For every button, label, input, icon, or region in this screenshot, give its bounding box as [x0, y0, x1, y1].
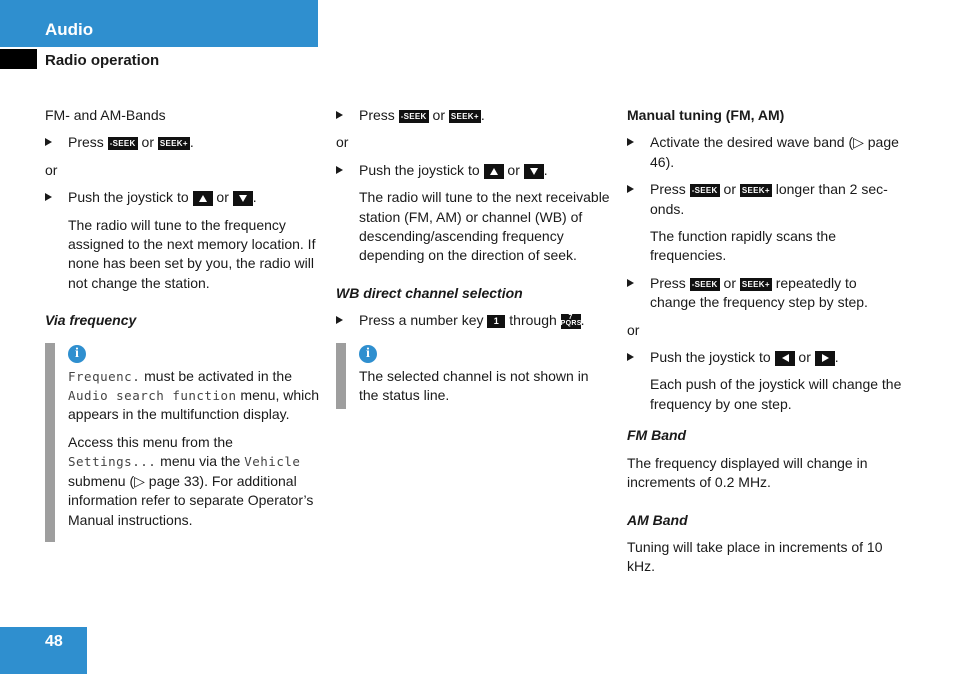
info-note	[336, 345, 611, 406]
am-band-heading: AM Band	[627, 511, 688, 528]
seek-plus-key-icon: SEEK+	[741, 279, 770, 289]
section-title: Audio	[45, 20, 94, 39]
step-activate-band: Activate the desired wave band (▷ page 46).	[627, 133, 902, 172]
joystick-up-icon	[193, 191, 213, 206]
intro-text: FM- and AM-Bands	[45, 107, 166, 123]
column-1	[45, 106, 325, 538]
step-press-seek-long: Press -SEEK or SEEK+ longer than 2 sec-onds.	[627, 180, 902, 219]
joystick-right-icon	[815, 351, 835, 366]
step-number-key: Press a number key 1 through 7 PQRS.	[336, 311, 611, 330]
step-push-joystick: Push the joystick to or .	[336, 161, 611, 180]
step-push-joystick: Push the joystick to or .	[45, 188, 325, 207]
seek-tune-text: The radio will tune to the next receivable station (FM, AM) or channel (WB) of descending/ascending frequency depending on the direction of seek.	[359, 189, 610, 264]
page-number: 48	[45, 633, 63, 650]
seek-plus-key-icon: SEEK+	[159, 139, 188, 149]
info-note	[45, 345, 325, 530]
info-icon: i	[68, 345, 86, 363]
joystick-left-icon	[775, 351, 795, 366]
column-3	[627, 106, 902, 585]
fm-band-text: The frequency displayed will change in increments of 0.2 MHz.	[627, 454, 868, 491]
step-change-text: Each push of the joystick will change the frequency by one step.	[650, 376, 902, 412]
subsection-title: Radio operation	[45, 52, 160, 69]
note-bar	[336, 343, 346, 410]
seek-plus-key-icon: SEEK+	[450, 111, 479, 121]
number-key-1-icon: 1	[487, 315, 505, 328]
column-2	[336, 106, 611, 413]
memory-tune-text: The radio will tune to the frequency assigned to the next memory location. If none has been set by you, the radio will not change the station.	[68, 216, 316, 291]
step-press-seek: Press -SEEK or SEEK+ .	[45, 133, 325, 152]
joystick-up-icon	[484, 164, 504, 179]
note-paragraph-1: Frequenc. must be activated in the Audio search function menu, which appears in the multifunction display.	[68, 367, 320, 423]
or-text: or	[336, 134, 349, 151]
seek-minus-key-icon: -SEEK	[109, 139, 136, 149]
fm-band-heading: FM Band	[627, 427, 687, 444]
manual-tuning-heading: Manual tuning (FM, AM)	[627, 107, 785, 123]
via-frequency-heading: Via frequency	[45, 312, 137, 329]
seek-minus-key-icon: -SEEK	[400, 111, 427, 121]
page-number-box	[0, 627, 87, 674]
note-paragraph-2: Access this menu from the Settings... menu via the Vehicle submenu (▷ page 33). For additional information refer to separate Operator’s Manual instructions.	[68, 433, 314, 528]
seek-minus-key-icon: -SEEK	[691, 279, 718, 289]
am-band-text: Tuning will take place in increments of 10 kHz.	[627, 538, 883, 575]
seek-plus-key-icon: SEEK+	[741, 186, 770, 196]
note-bar	[45, 343, 55, 542]
note-paragraph: The selected channel is not shown in the status line.	[359, 367, 589, 404]
rapid-scan-text: The function rapidly scans the frequencies.	[650, 228, 836, 264]
number-key-7-icon: 7 PQRS	[560, 314, 582, 328]
subsection-marker	[0, 49, 37, 69]
step-press-seek: Press -SEEK or SEEK+ .	[336, 106, 611, 125]
wb-direct-heading: WB direct channel selection	[336, 284, 523, 301]
step-press-seek-repeat: Press -SEEK or SEEK+ repeatedly to change the frequency step by step.	[627, 274, 902, 313]
or-text: or	[627, 321, 640, 338]
step-push-joystick-lr: Push the joystick to or .	[627, 348, 902, 367]
joystick-down-icon	[524, 164, 544, 179]
seek-minus-key-icon: -SEEK	[691, 186, 718, 196]
joystick-down-icon	[233, 191, 253, 206]
info-icon: i	[359, 345, 377, 363]
or-text: or	[45, 161, 58, 178]
